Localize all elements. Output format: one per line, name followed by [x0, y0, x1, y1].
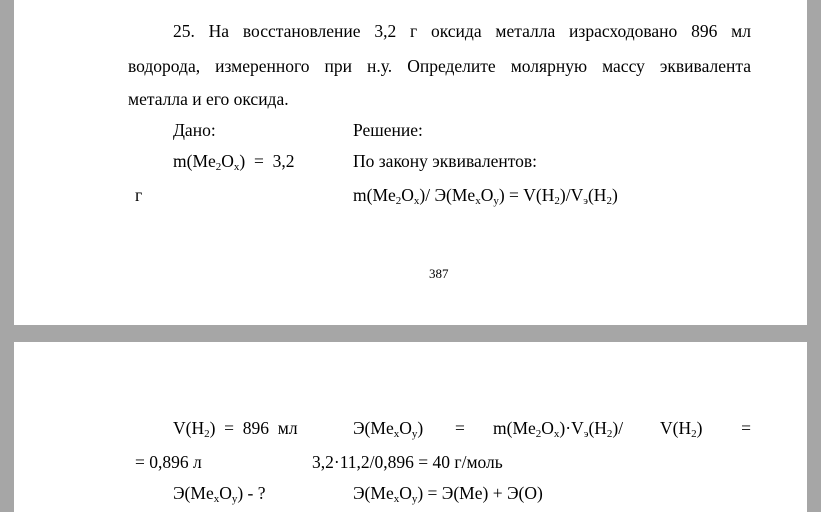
- formula-text: ): [696, 418, 703, 438]
- word: эквивалента: [659, 56, 751, 76]
- subscript: y: [411, 428, 418, 440]
- given-heading: Дано:: [173, 120, 216, 140]
- subscript: y: [411, 493, 418, 505]
- formula-text: ) - ?: [237, 483, 266, 503]
- formula-text: O: [401, 185, 414, 205]
- subscript: 2: [204, 428, 210, 440]
- word: при: [324, 56, 353, 76]
- formula-text: O: [399, 483, 412, 503]
- word: металла: [495, 21, 556, 41]
- equivalents-formula: [353, 185, 618, 205]
- word: водорода,: [128, 56, 201, 76]
- subscript: 2: [395, 195, 402, 207]
- problem-line-2: [128, 56, 751, 76]
- word: г: [409, 21, 418, 41]
- subscript: 2: [535, 428, 542, 440]
- formula-text: )/: [612, 418, 624, 438]
- unknown: [173, 483, 266, 503]
- given-volume: [173, 418, 298, 438]
- formula-text: O: [399, 418, 412, 438]
- subscript: x: [553, 428, 560, 440]
- word: восстановление: [242, 21, 361, 41]
- subscript: y: [493, 195, 499, 207]
- formula-text: (H: [588, 418, 607, 438]
- word: измеренного: [215, 56, 310, 76]
- solution-heading: Решение:: [353, 120, 423, 140]
- problem-line-1: [173, 21, 751, 41]
- subscript: x: [413, 195, 420, 207]
- equivalent-formula-1: [353, 418, 751, 438]
- subscript: x: [393, 428, 400, 440]
- subscript: 2: [554, 195, 560, 207]
- eq-part-c: [660, 418, 702, 438]
- given-unit: г: [135, 185, 143, 205]
- formula-text: Э(Me: [353, 483, 394, 503]
- formula-text: O: [541, 418, 554, 438]
- formula-text: ): [611, 185, 618, 205]
- subscript: x: [393, 493, 400, 505]
- subscript: э: [583, 428, 589, 440]
- given-mass: $m(Me_2O_x) = 3,2$: [173, 151, 295, 173]
- document-page-2: [14, 342, 807, 512]
- formula-text: O: [480, 185, 494, 205]
- equivalent-sum: [353, 483, 543, 503]
- calculation: 3,2·11,2/0,896 = 40 г/моль: [312, 452, 503, 472]
- word: молярную: [510, 56, 588, 76]
- formula-text: )/ Э(Me: [419, 185, 476, 205]
- word: 896: [691, 21, 718, 41]
- formula-text: O: [219, 483, 232, 503]
- word: израсходовано: [569, 21, 678, 41]
- formula-text: Э(Me: [173, 483, 214, 503]
- formula-text: ): [417, 418, 424, 438]
- problem-line-3: металла и его оксида.: [128, 89, 289, 109]
- formula-text: ) = Э(Me) + Э(O): [417, 483, 543, 503]
- formula-text: Э(Me: [353, 418, 394, 438]
- formula-text: (H: [587, 185, 607, 205]
- word: н.у.: [367, 56, 393, 76]
- document-page-1: [14, 0, 807, 325]
- formula-text: ) = V(H: [498, 185, 555, 205]
- word: оксида: [430, 21, 482, 41]
- eq-part-a: [353, 418, 423, 438]
- formula-text: m(Me: [493, 418, 536, 438]
- formula-text: ) = 896 мл: [209, 418, 298, 438]
- subscript: 2: [606, 428, 613, 440]
- subscript: y: [231, 493, 238, 505]
- eq-sign-2: =: [741, 418, 751, 438]
- word: мл: [731, 21, 751, 41]
- formula-text: V(H: [660, 418, 692, 438]
- subscript: э: [583, 195, 588, 207]
- word: 3,2: [374, 21, 397, 41]
- word: Определите: [407, 56, 496, 76]
- eq-part-b: [493, 418, 623, 438]
- formula-text: )·V: [559, 418, 584, 438]
- word: На: [208, 21, 230, 41]
- subscript: 2: [606, 195, 612, 207]
- volume-liters: = 0,896 л: [135, 452, 202, 472]
- formula-text: )/V: [559, 185, 584, 205]
- subscript: 2: [691, 428, 697, 440]
- formula-text: m(Me: [353, 185, 396, 205]
- word: 25.: [173, 21, 195, 41]
- word: массу: [602, 56, 645, 76]
- eq-sign-1: =: [455, 418, 465, 438]
- formula-text: V(H: [173, 418, 205, 438]
- page-number: 387: [429, 266, 449, 281]
- subscript: x: [213, 493, 220, 505]
- subscript: x: [475, 195, 481, 207]
- law-text: По закону эквивалентов:: [353, 151, 538, 171]
